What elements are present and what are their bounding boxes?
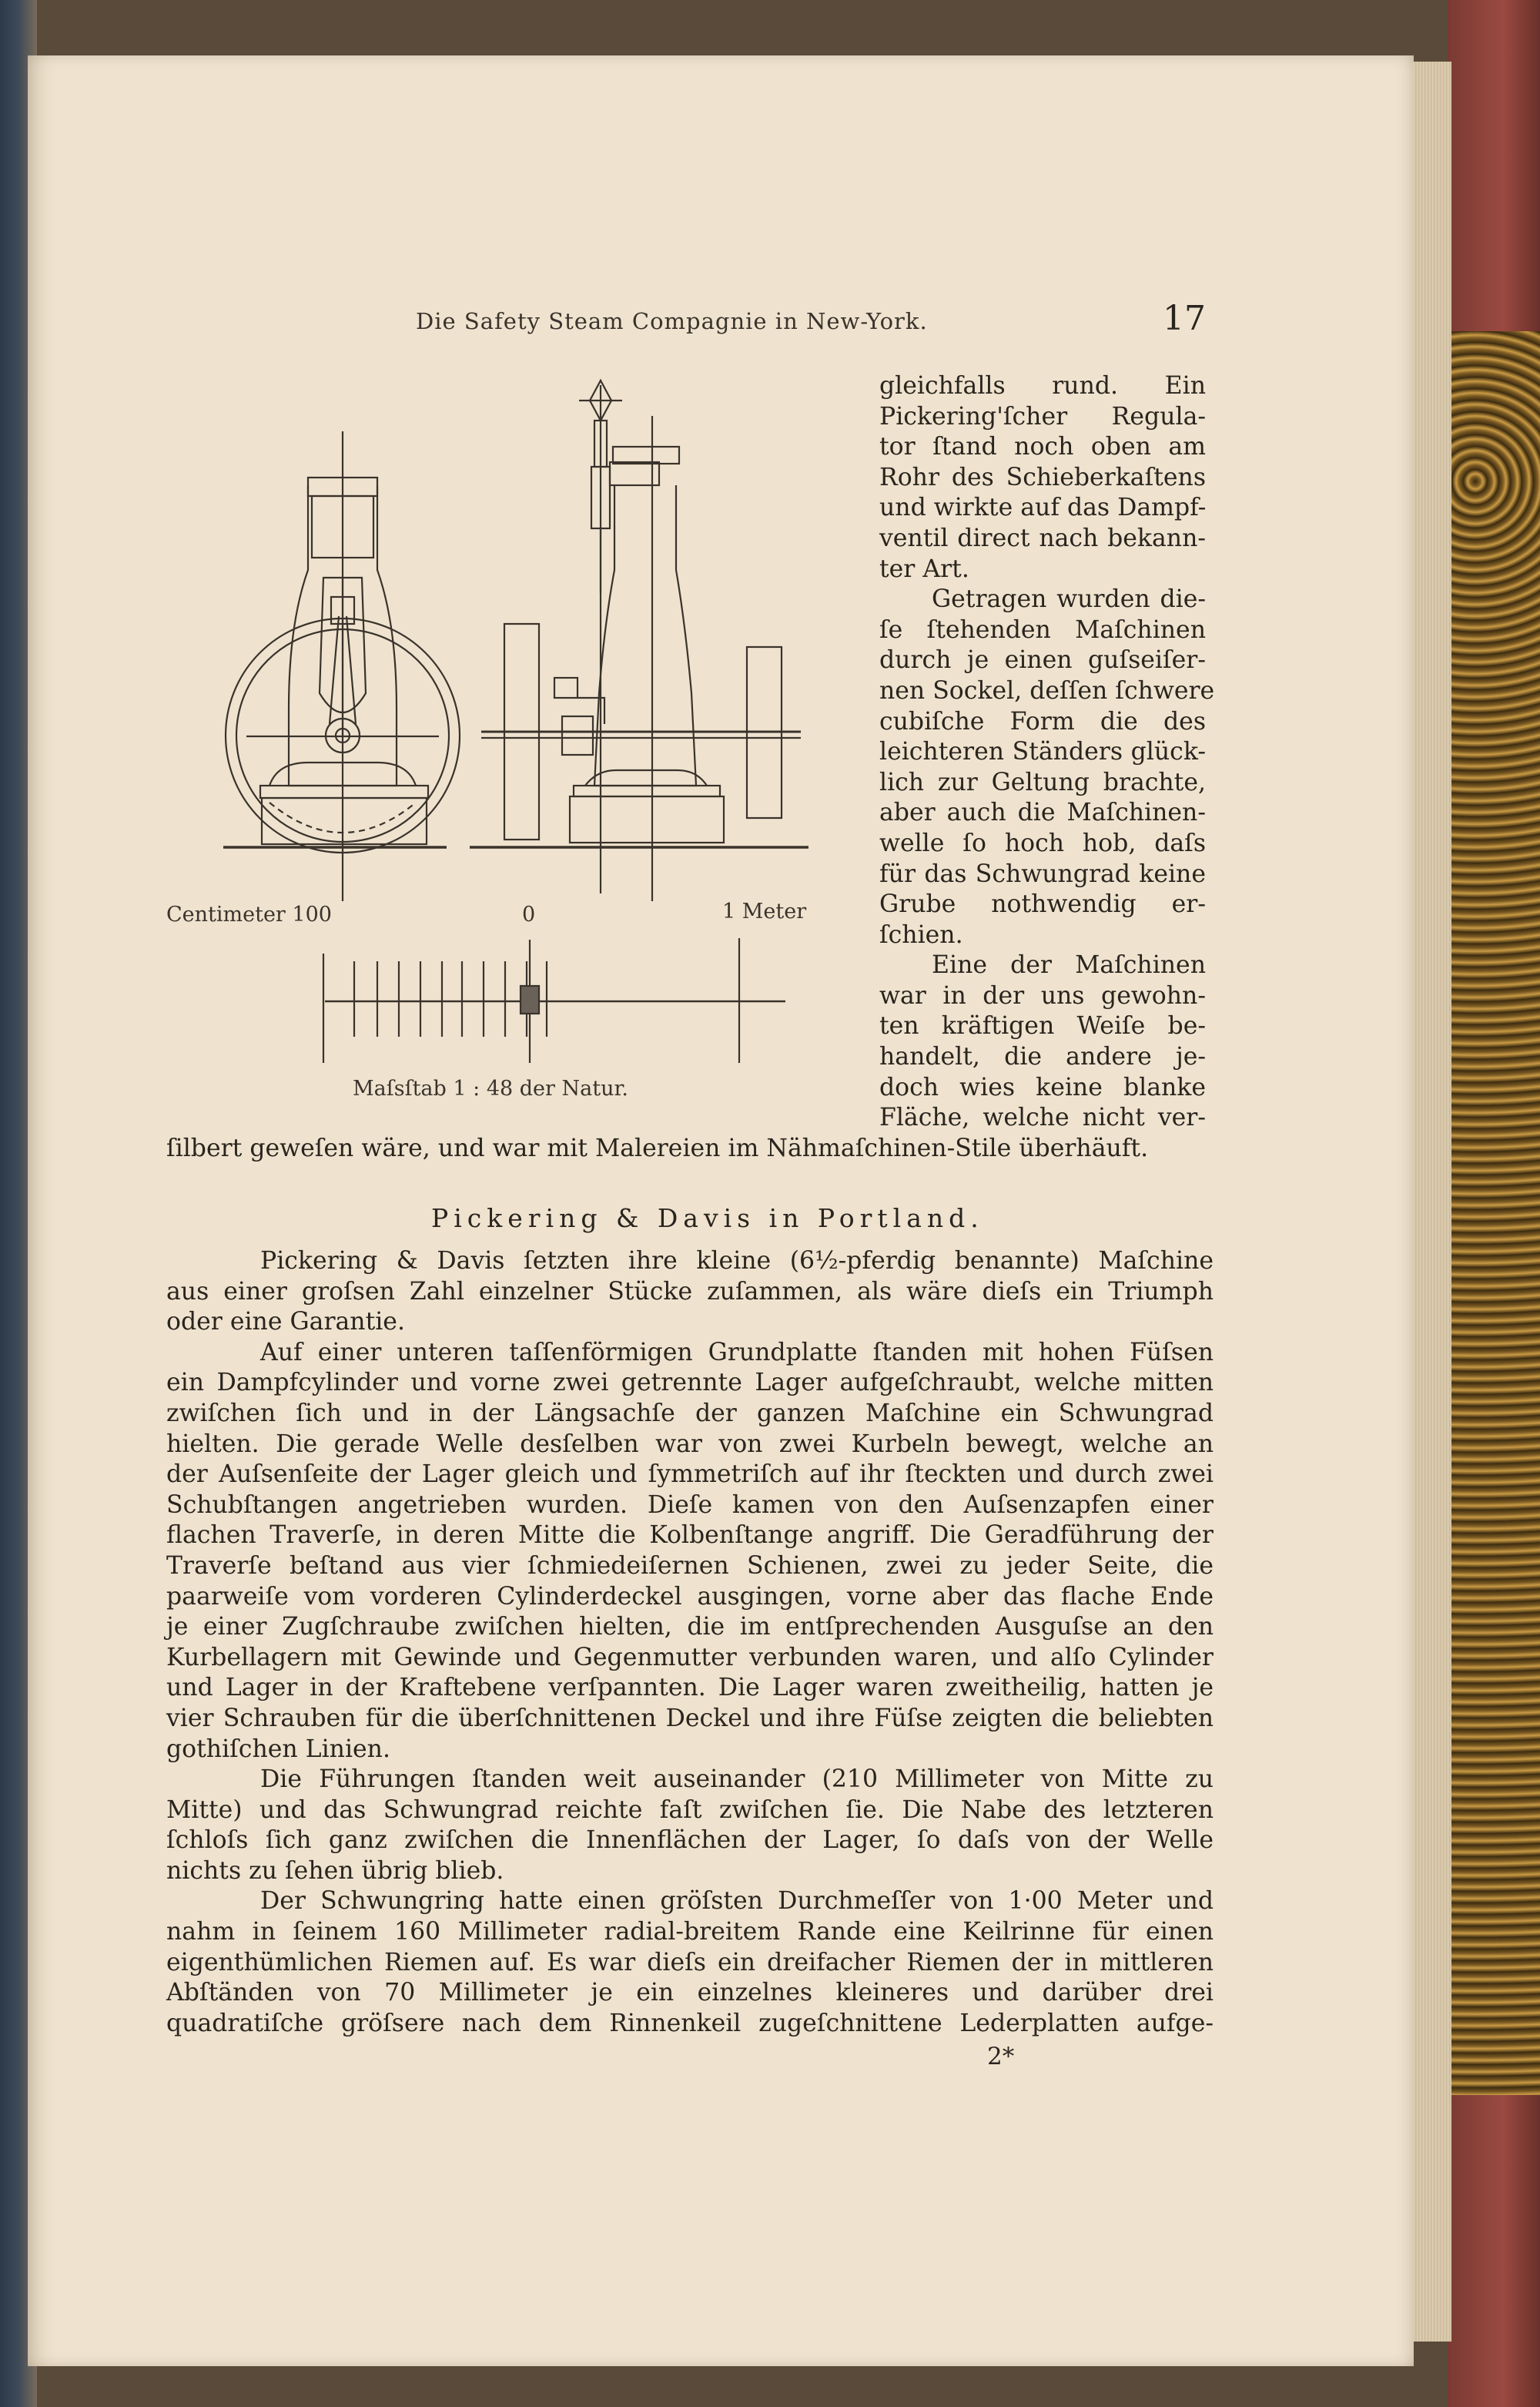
- text-line: gothiſchen Linien.: [166, 1735, 390, 1763]
- engine-illustration: [154, 370, 816, 1109]
- text-line: Getragen wurden die-: [932, 585, 1206, 614]
- cover-corner-top: [1448, 0, 1540, 331]
- text-line: eigenthümlichen Riemen auf. Es war dieſs ein dreifacher Riemen der in mittleren: [166, 1948, 1214, 1976]
- text-line: Kurbellagern mit Gewinde und Gegenmutter verbunden waren, und alſo Cylinder: [166, 1643, 1214, 1671]
- text-line: ſchien.: [879, 920, 963, 949]
- text-line: paarweiſe vom vorderen Cylinderdeckel ausgingen, vorne aber das flache Ende: [166, 1582, 1214, 1611]
- scale-label-left: Centimeter 100: [166, 903, 332, 927]
- text-line: ſilbert geweſen wäre, und war mit Malereien im Nähmaſchinen-Stile überhäuft.: [166, 1135, 1149, 1162]
- text-line: Pickering & Davis ſetzten ihre kleine (6½-pferdig benannte) Maſchine: [260, 1247, 1214, 1275]
- text-line: ventil direct nach bekann-: [879, 524, 1206, 552]
- text-line: Schubſtangen angetrieben wurden. Dieſe kamen von den Auſsenzapfen einer: [166, 1490, 1214, 1519]
- scale-label-zero: 0: [522, 903, 536, 927]
- text-line: durch je einen guſseiſer-: [879, 646, 1206, 675]
- text-line: leichteren Ständers glück-: [879, 738, 1206, 766]
- cover-corner-bottom: [1448, 2095, 1540, 2407]
- text-line: Traverſe beſtand aus vier ſchmiedeiſernen Schienen, zwei zu jeder Seite, die: [166, 1551, 1214, 1580]
- text-line: aber auch die Maſchinen-: [879, 799, 1206, 827]
- text-line: ter Art.: [879, 555, 969, 583]
- scale-label-right: 1 Meter: [722, 900, 807, 924]
- text-line: nichts zu ſehen übrig blieb.: [166, 1856, 504, 1885]
- section-heading: Pickering & Davis in Portland.: [431, 1203, 984, 1233]
- text-line: Eine der Maſchinen: [932, 951, 1206, 980]
- text-line: Pickering'ſcher Regula-: [879, 402, 1206, 431]
- text-line: tor ſtand noch oben am: [879, 433, 1206, 461]
- text-line: Der Schwungring hatte einen gröſsten Durchmeſſer von 1·00 Meter und: [260, 1887, 1214, 1916]
- text-line: hielten. Die gerade Welle desſelben war von zwei Kurbeln bewegt, welche an: [166, 1430, 1214, 1458]
- text-line: lich zur Geltung brachte,: [879, 768, 1206, 796]
- text-line: aus einer groſsen Zahl einzelner Stücke zuſammen, als wäre dieſs ein Triumph: [166, 1277, 1214, 1306]
- text-line: für das Schwungrad keine: [879, 860, 1206, 888]
- text-line: handelt, die andere je-: [879, 1043, 1206, 1071]
- text-line: Fläche, welche nicht ver-: [879, 1104, 1206, 1132]
- text-line: ten kräftigen Weiſe be-: [879, 1012, 1206, 1041]
- text-line: Die Führungen ſtanden weit auseinander (210 Millimeter von Mitte zu: [260, 1765, 1214, 1794]
- text-line: doch wies keine blanke: [879, 1073, 1206, 1101]
- text-line: vier Schrauben für die überſchnittenen Deckel und ihre Füſse zeigten die beliebten: [166, 1704, 1214, 1732]
- text-line: ſe ſtehenden Maſchinen: [879, 615, 1206, 644]
- text-line: nahm in ſeinem 160 Millimeter radial-breitem Rande eine Keilrinne für einen: [166, 1918, 1214, 1946]
- text-line: welle ſo hoch hob, daſs: [879, 829, 1206, 857]
- text-line: Rohr des Schieberkaſtens: [879, 463, 1206, 491]
- text-line: Abſtänden von 70 Millimeter je ein einzelnes kleineres und darüber drei: [166, 1979, 1214, 2007]
- engine-drawing: [154, 370, 816, 1109]
- signature-mark: 2*: [987, 2043, 1015, 2070]
- text-line: ſchloſs ſich ganz zwiſchen die Innenflächen der Lager, ſo daſs von der Welle: [166, 1826, 1214, 1855]
- text-line: nen Sockel, deſſen ſchwere: [879, 676, 1215, 705]
- text-line: der Auſsenſeite der Lager gleich und ſymmetriſch auf ihr ſteckten und durch zwei: [166, 1460, 1214, 1489]
- text-line: und wirkte auf das Dampf-: [879, 494, 1207, 522]
- running-header: Die Safety Steam Compagnie in New-York.: [416, 308, 928, 334]
- text-line: flachen Traverſe, in deren Mitte die Kolbenſtange angriff. Die Geradführung der: [166, 1521, 1214, 1550]
- text-line: quadratiſche gröſsere nach dem Rinnenkeil zugeſchnittene Lederplatten aufge-: [166, 2009, 1214, 2037]
- text-line: Grube nothwendig er-: [879, 890, 1206, 919]
- text-line: zwiſchen ſich und in der Längsachſe der ganzen Maſchine ein Schwungrad: [166, 1399, 1214, 1427]
- text-line: gleichfalls rund. Ein: [879, 372, 1206, 400]
- text-line: ein Dampfcylinder und vorne zwei getrennte Lager aufgeſchraubt, welche mitten: [166, 1369, 1214, 1397]
- text-line: Auf einer unteren taſſenförmigen Grundplatte ſtanden mit hohen Füſsen: [260, 1338, 1214, 1366]
- body-text: [166, 1246, 1214, 2039]
- right-column-text: [879, 371, 1215, 1134]
- text-line: und Lager in der Kraftebene verſpannten. Die Lager waren zweitheilig, hatten je: [166, 1674, 1214, 1702]
- text-line: war in der uns gewohn-: [879, 981, 1206, 1010]
- scale-caption: Maſsſtab 1 : 48 der Natur.: [353, 1077, 629, 1101]
- text-line: cubiſche Form die des: [879, 707, 1206, 736]
- page-number: 17: [1163, 299, 1206, 338]
- text-line: oder eine Garantie.: [166, 1308, 405, 1336]
- bridge-paragraph: [166, 1134, 1214, 1165]
- text-line: Mitte) und das Schwungrad reichte faſt zwiſchen ſie. Die Nabe des letzteren: [166, 1795, 1214, 1824]
- text-line: je einer Zugſchraube zwiſchen hielten, die im entſprechenden Ausguſse an den: [166, 1613, 1214, 1641]
- book-cover-right: [1448, 0, 1540, 2407]
